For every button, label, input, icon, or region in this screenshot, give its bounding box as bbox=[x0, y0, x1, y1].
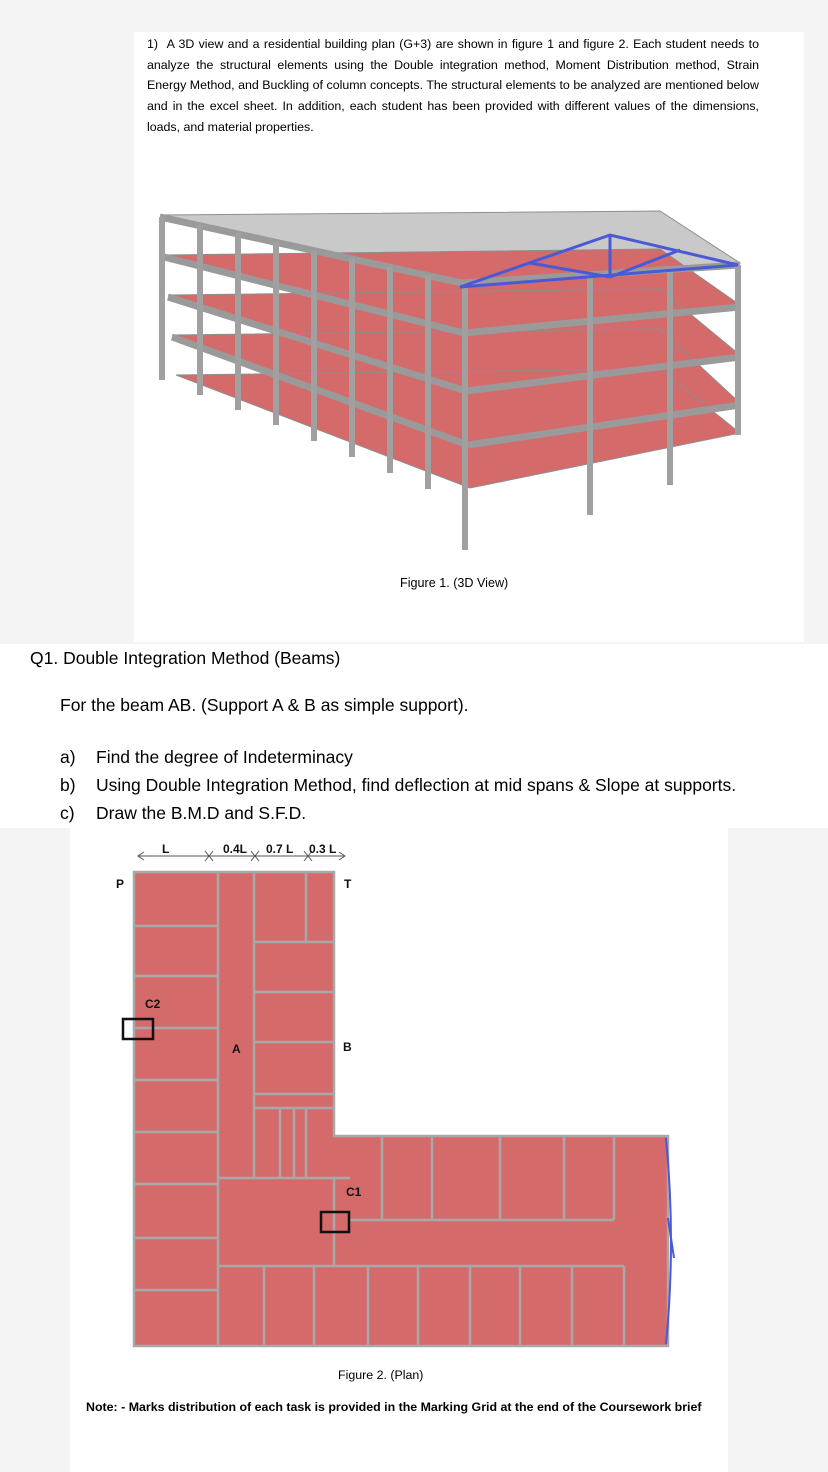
slab-group bbox=[160, 211, 740, 488]
note-label: Note: - bbox=[86, 1400, 126, 1414]
figure-1-caption: Figure 1. (3D View) bbox=[400, 576, 509, 590]
task-marker: b) bbox=[60, 775, 76, 795]
question-title: Q1. Double Integration Method (Beams) bbox=[30, 648, 341, 668]
point-label-b: B bbox=[343, 1040, 352, 1054]
question-tasks bbox=[60, 743, 736, 827]
plan-outline bbox=[134, 872, 668, 1346]
grid-label-t: T bbox=[344, 877, 352, 891]
note bbox=[86, 1394, 726, 1420]
dim-label-0-7l: 0.7 L bbox=[266, 842, 294, 856]
note-text: Marks distribution of each task is provided in the Marking Grid at the end of the Coursework brief bbox=[128, 1400, 702, 1414]
intro-paragraph bbox=[147, 34, 759, 138]
figure-plan bbox=[110, 838, 690, 1350]
column-label-c1: C1 bbox=[346, 1185, 362, 1199]
task-marker: a) bbox=[60, 747, 76, 767]
task-marker: c) bbox=[60, 803, 75, 823]
task-text: Using Double Integration Method, find deflection at mid spans & Slope at supports. bbox=[96, 775, 737, 795]
task-item bbox=[60, 743, 736, 771]
figure-3d-view bbox=[150, 205, 750, 555]
column-label-c2: C2 bbox=[145, 997, 161, 1011]
dimension-labels bbox=[162, 842, 336, 856]
intro-number: 1) bbox=[147, 37, 159, 51]
dim-label-0-3l: 0.3 L bbox=[309, 842, 337, 856]
task-item bbox=[60, 771, 736, 799]
intro-text: A 3D view and a residential building plan (G+3) are shown in figure 1 and figure 2. Each student needs to analyze the structural elements using the Double integration method, Moment Distribution method, Strain Energy Method, and Buckling of column concepts. The structural elements to be analyzed are mentioned below and in the excel sheet. In addition, each student has been provided with different values of the dimensions, loads, and material properties. bbox=[147, 37, 759, 134]
task-text: Draw the B.M.D and S.F.D. bbox=[96, 803, 307, 823]
dim-label-l: L bbox=[162, 842, 170, 856]
question-subtitle: For the beam AB. (Support A & B as simple support). bbox=[60, 695, 469, 715]
grid-label-p: P bbox=[116, 877, 125, 891]
task-item bbox=[60, 799, 736, 827]
figure-2-caption: Figure 2. (Plan) bbox=[338, 1368, 424, 1382]
point-label-a: A bbox=[232, 1042, 241, 1056]
dim-label-0-4l: 0.4L bbox=[223, 842, 248, 856]
floor-plan bbox=[134, 872, 668, 1346]
task-text: Find the degree of Indeterminacy bbox=[96, 747, 353, 767]
